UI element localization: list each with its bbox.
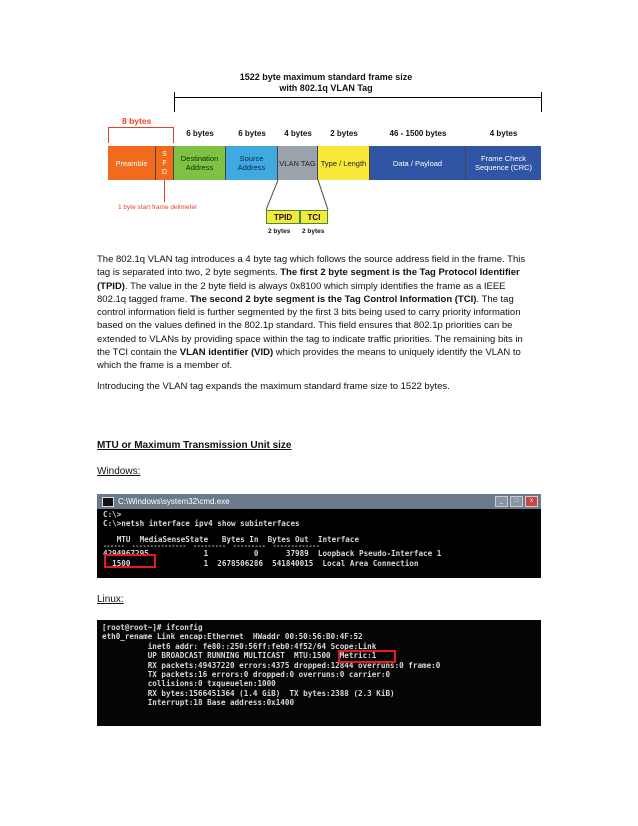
frame-size-title-1: 1522 byte maximum standard frame size <box>239 72 413 82</box>
mtu-highlight-box-linux <box>338 650 396 663</box>
sfd-pointer-line <box>164 180 165 202</box>
mtu-highlight-box-windows <box>104 554 156 568</box>
data-bytes: 46 - 1500 bytes <box>389 129 447 138</box>
vlan-para-part4: which provides the means to uniquely identify the VLAN to which the frame is a member of. <box>97 347 521 372</box>
vlan-para-part3: . The tag control information field is further segmented by the first 3 bits being used to carry priority information based on the values defined in the 802.1p standard. This field ensures that 802.1p priorities can be extended to VLANs by providing space within the tag to indicate traffic priorities. The remaining bits in the TCI contain the <box>97 293 523 359</box>
cmd-line-1: C:\>netsh interface ipv4 show subinterfaces <box>103 519 300 529</box>
source-label: Source Address <box>237 154 266 172</box>
source-bytes: 6 bytes <box>238 129 266 138</box>
tpid-label: TPID <box>273 212 293 222</box>
vlan-para-part2: . The value in the 2 byte field is always 0x8100 which simply identifies the frame as a IEEE 802.1q tagged frame. <box>97 280 506 305</box>
sfd-letter-f: F <box>162 159 167 167</box>
cmd-line-5: 4294967295 1 0 37989 Loopback Pseudo-Interface 1 <box>103 549 442 559</box>
vlan-expansion-lines <box>256 179 346 211</box>
span-line <box>174 97 542 98</box>
span-tick-right <box>541 92 542 112</box>
vlan-tag-field <box>278 146 318 180</box>
sfd-letter-s: S <box>162 150 167 158</box>
data-label: Data / Payload <box>392 158 443 168</box>
tci-box <box>300 210 328 224</box>
source-field <box>226 146 278 180</box>
preamble-label: Preamble <box>115 158 148 168</box>
vlan-label: VLAN TAG <box>279 158 316 168</box>
linux-line-0: [root@root~]# ifconfig <box>102 623 203 632</box>
fcs-field <box>466 146 541 180</box>
fcs-label: Frame Check Sequence (CRC) <box>474 154 533 172</box>
cmd-line-4: ------ --------------- --------- --------- ------------- <box>103 543 320 551</box>
linux-line-6: collisions:0 txqueuelen:1000 <box>102 679 276 689</box>
linux-line-4: RX packets:49437220 errors:4375 dropped:12844 overruns:0 frame:0 <box>102 660 441 670</box>
sfd-field <box>156 146 174 180</box>
linux-line-7: RX bytes:1566451364 (1.4 GiB) TX bytes:2388 (2.3 KiB) <box>102 688 395 698</box>
vlan-paragraph <box>97 253 537 373</box>
preamble-bracket-left <box>108 127 109 143</box>
data-field <box>370 146 466 180</box>
preamble-field <box>108 146 156 180</box>
cmd-icon <box>102 497 114 507</box>
cmd-line-6: 1500 1 2678506286 541840015 Local Area Connection <box>103 558 419 568</box>
cmd-line-0: C:\> <box>103 510 122 519</box>
linux-line-3: UP BROADCAST RUNNING MULTICAST MTU:1500 Metric:1 <box>102 651 377 661</box>
preamble-bracket-line <box>108 127 174 128</box>
vlan-para-bold2: The second 2 byte segment is the Tag Control Information (TCI) <box>189 293 477 305</box>
minimize-icon[interactable]: _ <box>495 496 508 507</box>
maximize-icon[interactable]: □ <box>510 496 523 507</box>
vlan-frame-diagram <box>96 66 546 246</box>
dest-bytes: 6 bytes <box>186 129 214 138</box>
type-field <box>318 146 370 180</box>
cmd-titlebar <box>97 494 541 509</box>
preamble-bytes-label: 8 bytes <box>122 116 152 126</box>
windows-cmd-window <box>97 494 541 578</box>
windows-label: Windows: <box>97 466 141 477</box>
dest-label: Destination Address <box>180 154 219 172</box>
vlan-para-part1: The 802.1q VLAN tag introduces a 4 byte tag which follows the source address field in the frame. This tag is separated into two, 2 byte segments. <box>97 254 526 279</box>
tci-bytes: 2 bytes <box>302 228 325 235</box>
frame-size-title-2: with 802.1q VLAN Tag <box>279 83 373 93</box>
type-label: Type / Length <box>320 158 367 168</box>
linux-line-2: inet6 addr: fe80::250:56ff:feb0:4f52/64 Scope:Link <box>102 641 377 651</box>
dest-field <box>174 146 226 180</box>
vlan-para-bold1: The first 2 byte segment is the Tag Protocol Identifier (TPID) <box>97 267 520 292</box>
cmd-line-3: MTU MediaSenseState Bytes In Bytes Out Interface <box>103 534 360 544</box>
tpid-bytes: 2 bytes <box>268 228 291 235</box>
vlan-para-bold3: VLAN identifier (VID) <box>179 347 274 359</box>
cmd-title: C:\Windows\system32\cmd.exe <box>118 496 230 506</box>
frame-size-paragraph: Introducing the VLAN tag expands the maximum standard frame size to 1522 bytes. <box>97 381 450 392</box>
tci-label: TCI <box>307 212 321 222</box>
fcs-bytes: 4 bytes <box>489 129 518 138</box>
tpid-box <box>266 210 300 224</box>
sfd-note: 1 byte start frame delimeter <box>118 204 198 211</box>
vlan-bytes: 4 bytes <box>284 129 312 138</box>
linux-line-8: Interrupt:18 Base address:0x1400 <box>102 698 295 708</box>
close-icon[interactable]: x <box>525 496 538 507</box>
sfd-letter-d: D <box>161 168 168 176</box>
linux-line-5: TX packets:16 errors:0 dropped:0 overruns:0 carrier:0 <box>102 670 391 680</box>
mtu-heading: MTU or Maximum Transmission Unit size <box>97 440 292 451</box>
linux-terminal-window <box>97 620 541 726</box>
linux-line-1: eth0_rename Link encap:Ethernet HWaddr 00:50:56:B0:4F:52 <box>102 632 363 642</box>
linux-label: Linux: <box>97 594 124 605</box>
span-tick-left <box>174 92 175 112</box>
type-bytes: 2 bytes <box>330 129 358 138</box>
